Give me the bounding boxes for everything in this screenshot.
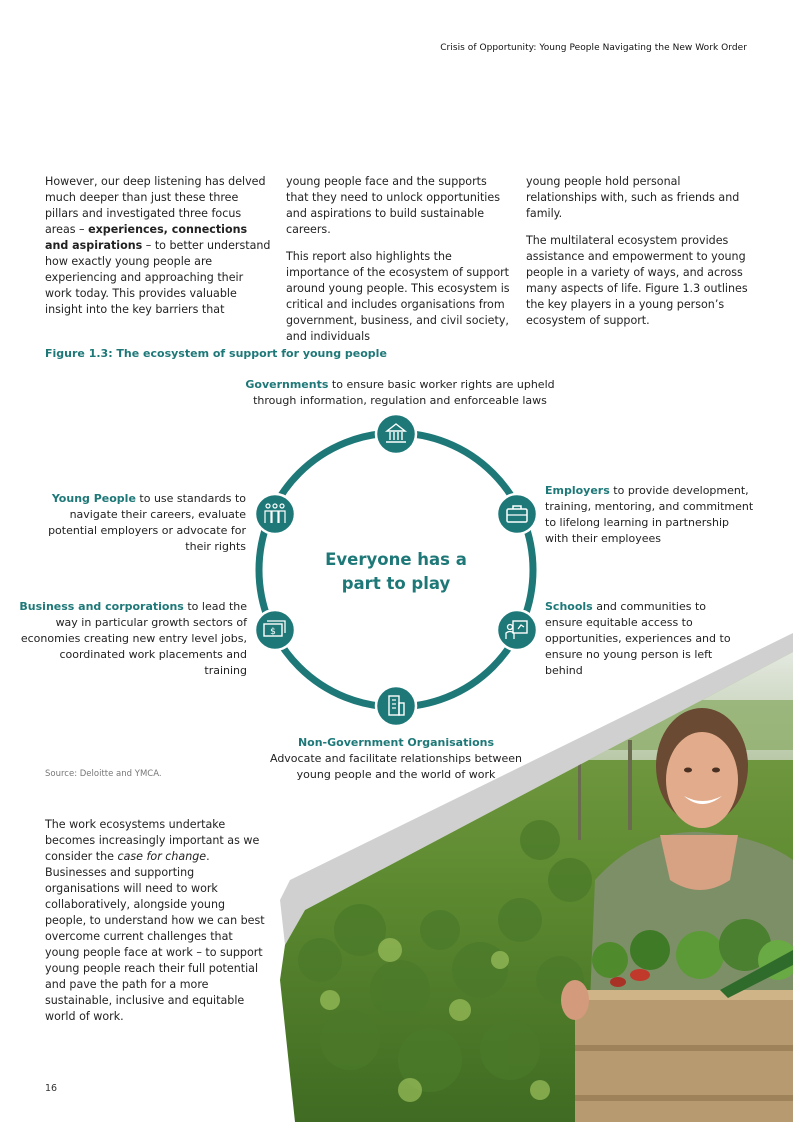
intro-paragraph: However, our deep listening has delved much deeper than just these three pillars and investigated three focus areas – experiences, connections and aspirations – to better understand how exactly young people are experiencing and approaching their work today. This provides valuable insight into the key barriers that <box>45 175 271 316</box>
body-paragraph: The work ecosystems undertake becomes increasingly important as we consider the case for change. Businesses and supporting organisations will need to work collaboratively, alongside young people, to understand how we can best overcome current challenges that young people face at work – to support young people reach their full potential and pave the path for a more sustainable, inclusive and equitable world of work. <box>45 818 265 1023</box>
people-group-icon <box>255 494 295 534</box>
office-building-icon <box>376 686 416 726</box>
briefcase-icon <box>497 494 537 534</box>
svg-text:$: $ <box>270 627 276 637</box>
ecosystem-center-text: Everyone has a part to play <box>325 550 467 593</box>
intro-paragraph: young people face and the supports that they need to unlock opportunities and aspirations to build sustainable careers. <box>286 175 500 236</box>
money-icon <box>255 610 295 650</box>
page-number: 16 <box>45 1083 58 1094</box>
focus-areas-emphasis: experiences, connections and aspirations <box>45 223 248 252</box>
ngo-label: Non-Government Organisations Advocate and facilitate relationships between young people and the world of work <box>269 736 523 781</box>
intro-paragraph: This report also highlights the importance of the ecosystem of support around young people. This ecosystem is critical and includes organisations from government, business, and civil society, and individuals <box>286 250 510 343</box>
intro-paragraph: young people hold personal relationships with, such as friends and family. <box>526 175 740 220</box>
intro-paragraph: The multilateral ecosystem provides assistance and empowerment to young people in a variety of ways, and across many aspects of life. Figure 1.3 outlines the key players in a young person’s ecosystem of support. <box>526 234 748 327</box>
business-label: Business and corporations to lead the way in particular growth sectors of economies creating new entry level jobs, coordinated work placements and training <box>19 600 247 677</box>
schools-label: Schools and communities to ensure equitable access to opportunities, experiences and to ensure no young person is left behind <box>545 600 731 677</box>
government-building-icon <box>376 414 416 454</box>
teacher-board-icon <box>497 610 537 650</box>
governments-label: Governments to ensure basic worker rights are upheld through information, regulation and enforceable laws <box>245 378 555 407</box>
employers-label: Employers to provide development, training, mentoring, and commitment to lifelong learning in partnership with their employees <box>545 484 754 545</box>
case-for-change-emphasis: case for change <box>117 850 207 863</box>
figure-source: Source: Deloitte and YMCA. <box>45 769 162 779</box>
young-people-label: Young People to use standards to navigate their careers, evaluate potential employers or advocate for their rights <box>48 492 246 553</box>
figure-title: Figure 1.3: The ecosystem of support for young people <box>45 347 387 360</box>
running-header: Crisis of Opportunity: Young People Navigating the New Work Order <box>440 43 747 53</box>
